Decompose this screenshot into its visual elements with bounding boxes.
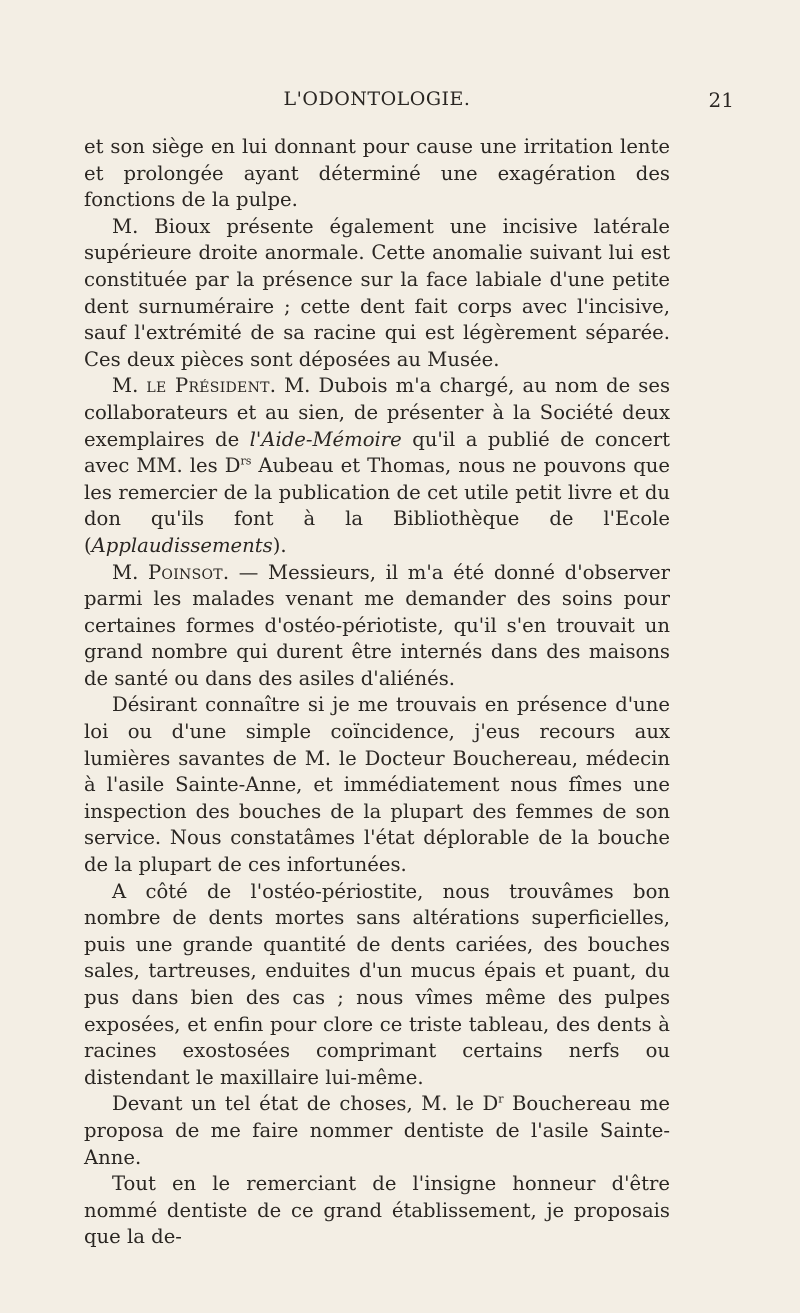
applause-note: Applaudissements	[91, 533, 273, 557]
paragraph-6: A côté de l'ostéo-périostite, nous trouvâmes bon nombre de dents mortes sans altérations superficielles, puis une grande quantité de dents cariées, des bouches sales, tartreuses, enduites d'un mucus épais et puant, du pus dans bien des cas ; nous vîmes même des pulpes exposées, et enfin pour clore ce triste tableau, des dents à racines exostosées comprimant certains nerfs ou distendant le maxillaire lui-même.	[84, 879, 670, 1089]
text-segment: . M. Dubois m'a chargé, au nom de ses collaborateurs et au sien, de présenter à la Société deux exemplaires de	[84, 374, 670, 451]
paragraph-1: et son siège en lui donnant pour cause une irritation lente et prolongée ayant déterminé une exagération des fonctions de la pulpe.	[84, 135, 670, 212]
paragraph-8: Tout en le remerciant de l'insigne honneur d'être nommé dentiste de ce grand établissement, je proposais que la de-	[84, 1172, 670, 1249]
text-segment: Aubeau et Thomas, nous ne pouvons que les remercier de la publication de cet utile petit livre et du don qu'ils font à la Bibliothèque de l'Ecole (	[84, 454, 670, 557]
text-segment: Devant un tel état de choses, M. le D	[112, 1092, 499, 1116]
running-title: L'ODONTOLOGIE.	[283, 88, 471, 110]
paragraph-7	[84, 1091, 670, 1171]
paragraph-3	[84, 373, 670, 559]
speaker-name: Poinsot	[147, 560, 223, 584]
superscript: rs	[240, 454, 252, 468]
paragraph-2: M. Bioux présente également une incisive latérale supérieure droite anormale. Cette anomalie suivant lui est constituée par la présence sur la face labiale d'une petite dent surnuméraire ; cette dent fait corps avec l'incisive, sauf l'extrémité de sa racine qui est légèrement séparée. Ces deux pièces sont déposées au Musée.	[84, 214, 670, 371]
text-segment: Bouchereau me proposa de me faire nommer dentiste de l'asile Sainte-Anne.	[84, 1092, 670, 1169]
text-segment: . — Messieurs, il m'a été donné d'observer parmi les malades venant me demander des soins pour certaines formes d'ostéo-périotiste, qu'il s'en trouvait un grand nombre qui durent être internés dans des maisons de santé ou dans des asiles d'aliénés.	[84, 560, 670, 690]
page-number: 21	[708, 88, 734, 112]
book-title: l'Aide-Mémoire	[249, 427, 402, 451]
paragraph-4	[84, 560, 670, 693]
speaker-prefix: M.	[112, 374, 147, 398]
text-segment: qu'il a publié de concert avec MM. les D	[84, 427, 670, 478]
speaker-prefix: M.	[112, 560, 148, 584]
superscript: r	[498, 1092, 504, 1106]
page-header	[84, 88, 734, 118]
body-text	[84, 134, 670, 1251]
paragraph-5: Désirant connaître si je me trouvais en présence d'une loi ou d'une simple coïncidence, j'eus recours aux lumières savantes de M. le Docteur Bouchereau, médecin à l'asile Sainte-Anne, et immédiatement nous fîmes une inspection des bouches de la plupart des femmes de son service. Nous constatâmes l'état déplorable de la bouche de la plupart de ces infortunées.	[84, 693, 670, 877]
text-segment: ).	[272, 533, 287, 557]
speaker-name: le Président	[146, 374, 270, 398]
